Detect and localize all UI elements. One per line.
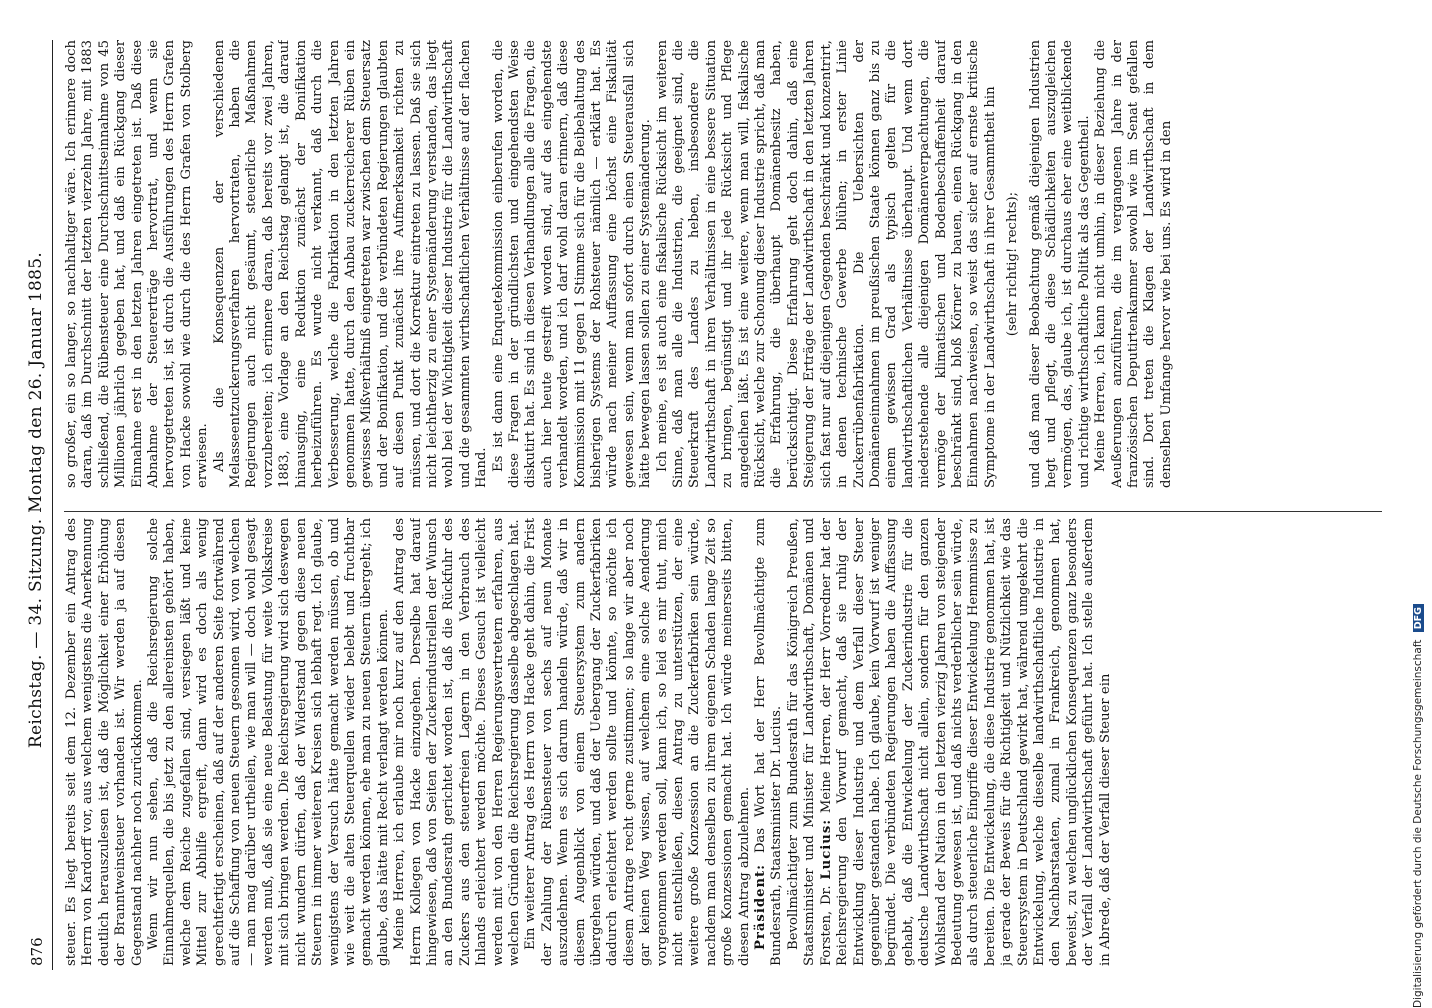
page-number: 876 [28, 937, 46, 966]
right-paragraph-5: und daß man dieser Beobachtung gemäß diejenigen Industrien hegt und pflegt, die diese Schädlichkeiten auszugleichen vermögen, das, glaube ich, ist durchaus eher eine weitblickende und richtige wirthschaftliche Politik als das Gegentheil. [1027, 40, 1092, 488]
speaker-lucius: Lucius: [818, 818, 834, 880]
speaker-president: Präsident: [753, 863, 769, 950]
header-rule [52, 40, 53, 970]
dfg-logo: DFG [1413, 604, 1424, 632]
credit-text: Digitalisierung gefördert durch die Deutsche Forschungsgemeinschaft [1412, 639, 1424, 1008]
interjection: (sehr richtig! rechts); [1005, 191, 1021, 337]
column-divider [64, 511, 1382, 512]
right-paragraph-1: so großer, ein so langer, so nachhaltiger wäre. Ich erinnere doch daran, daß im Durchschnitt der letzten vierzehn Jahre, mit 1883 schließend, die Rübensteuer eine Durchschnittseinnahme von 45 Millionen jährlich gegeben hat, und daß ein Rückgang dieser Einnahme erst in den letzten Jahren eingetreten ist. Daß diese Abnahme der Steuererträge hervortrat, und wenn sie hervorgetreten ist, ist durch die Ausführungen des Herrn Grafen von Hacke sowohl wie durch die des Herrn Grafen von Stolberg erwiesen. [64, 40, 211, 488]
right-paragraph-2: Als die Konsequenzen der verschiedenen Melasseentzuckerungsverfahren hervortraten, haben die Regierungen auch nicht gesäumt, steuerliche Maßnahmen vorzubereiten; ich erinnere daran, daß bereits vor zwei Jahren, 1883, eine Vorlage an den Reichstag gelangt ist, die darauf hinausging, eine Reduktion zunächst der Bonifikation herbeizuführen. Es wurde nicht verkannt, daß durch die Verbesserung, welche die Fabrikation in den letzten Jahren genommen hatte, durch den Anbau zuckerreicherer Rüben ein gewisses Mißverhältniß eingetreten war zwischen dem Steuersatz und der Bonifikation, und die verbündeten Regierungen glaubten auf diesen Punkt zunächst ihre Aufmerksamkeit richten zu müssen, und dort die Korrektur eintreten zu lassen. Daß sie sich nicht leichtherzig zu einer Systemänderung verstanden, das liegt wohl bei der Wichtigkeit dieser Industrie für die Landwirthschaft und die gesammten wirthschaftlichen Verhältnisse auf der flachen Hand. [211, 40, 490, 488]
lucius-text: Meine Herren, der Herr Vorredner hat der Reichsregierung den Vorwurf gemacht, daß sie ruhig der Entwicklung dieser Industrie und dem Verfall dieser Steuer gegenüber gestanden habe. Ich glaube, kein Vorwurf ist weniger begründet. Die verbündeten Regierungen haben die Auffassung gehabt, daß die Entwickelung der Zuckerindustrie für die deutsche Landwirthschaft nicht allein, sondern für den ganzen Wohlstand der Nation in den letzten vierzig Jahren von steigender Bedeutung gewesen ist, und daß nichts verderblicher sein würde, als durch steuerliche Eingriffe dieser Entwickelung Hemmnisse zu bereiten. Die Entwickelung, die diese Industrie genommen hat, ist ja gerade der Beweis für die Richtigkeit und Nützlichkeit wie das Steuersystem in Deutschland gewirkt hat, während umgekehrt die Entwickelung, welche dieselbe landwirthschaftliche Industrie in den Nachbarstaaten, zumal in Frankreich, genommen hat, beweist, zu welchen unglücklichen Konsequenzen ganz besonders der Verfall der Landwirthschaft geführt hat. Ich stelle außerdem in Abrede, daß der Verfall dieser Steuer ein [818, 518, 1113, 966]
lucius-intro: Bevollmächtigter zum Bundesrath für das Königreich Preußen, Staatsminister und Minister für Landwirthschaft, Domänen und Forsten, Dr. [785, 518, 834, 966]
right-paragraph-4: Ich meine, es ist auch eine fiskalische Rücksicht im weiteren Sinne, daß man alle die Industrien, die geeignet sind, die Steuerkraft des Landes zu heben, insbesondere die Landwirthschaft in ihren Verhältnissen in eine bessere Situation zu bringen, begünstigt und ihr jede Rücksicht und Pflege angedeihen läßt. Es ist eine weitere, wenn man will, fiskalische Rücksicht, welche zur Schonung dieser Industrie spricht, daß man die Erfahrung, die überhaupt Domänenbesitz haben, berücksichtigt. Diese Erfahrung geht doch dahin, daß eine Steigerung der Erträge der Landwirthschaft in den letzten Jahren sich fast nur auf diejenigen Gegenden beschränkt und konzentrirt, in denen technische Gewerbe blühen; in erster Linie Zuckerrübenfabrikation. Die Uebersichten der Domäneneinnahmen im preußischen Staate können ganz bis zu einem gewissen Grad als typisch gelten für die landwirthschaftlichen Verhältnisse überhaupt. Und wenn dort niederstehende alle diejenigen Domänenverpachtungen, die vermöge der klimatischen und Bodenbeschaffenheit darauf beschränkt sind, bloß Körner zu bauen, einen Rückgang in den Einnahmen nachweisen, so weist das sicher auf ernste kritische Symptome in der Landwirthschaft in ihrer Gesammtheit hin [654, 40, 998, 488]
president-paragraph [753, 518, 786, 966]
right-paragraph-6: Meine Herren, ich kann nicht umhin, in dieser Beziehung die Aeußerungen anzuführen, die im vergangenen Jahre in der französischen Deputirtenkammer sowohl wie im Senat gefallen sind. Dort treten die Klagen der Landwirthschaft in dem denselben Umfange hervor wie bei uns. Es wird in den [1093, 40, 1174, 488]
digitization-credit [1412, 8, 1426, 1008]
left-paragraph-2: Wenn wir nun sehen, daß die Reichsregierung solche Einnahmequellen, die bis jetzt zu den allereinsten gehört haben, welche dem Reiche zugefallen sind, versiegen läßt und keine Mittel zur Abhilfe ergreift, dann wird es doch als wenig gerechtfertigt erscheinen, daß auf der anderen Seite fortwährend auf die Schaffung von neuen Steuern gesonnen wird, von welchen — man mag darüber urtheilen, wie man will — doch wohl gesagt werden muß, daß sie eine neue Belastung für weite Volkskreise mit sich bringen werden. Die Reichsregierung wird sich deswegen nicht wundern dürfen, daß der Widerstand gegen diese neuen Steuern in immer weiteren Kreisen sich lebhaft regt. Ich glaube, wenigstens der Versuch hätte gemacht werden müssen, ob und wie weit die alten Steuerquellen wieder belebt und fruchtbar gemacht werden können, ehe man zu neuen Steuern übergeht; ich glaube, das hätte mit Recht verlangt werden können. [146, 518, 391, 966]
right-column [64, 40, 1382, 488]
president-text: Das Wort hat der Herr Bevollmächtigte zum Bundesrath, Staatsminister Dr. Lucius. [753, 518, 785, 966]
left-paragraph-4: Ein weiterer Antrag des Herrn von Hacke geht dahin, die Frist der Zahlung der Rübensteuer von sechs auf neun Monate auszudehnen. Wenn es sich darum handeln würde, daß wir in diesem Augenblick von einem Steuersystem zum andern übergehen würden, und daß der Uebergang der Zuckerfabriken dadurch erleichtert werden sollte und könnte, so möchte ich diesem Antrage recht gerne zustimmen; so lange wir aber noch gar keinen Weg wissen, auf welchem eine solche Aenderung vorgenommen werden soll, kann ich, so leid es mir thut, mich nicht entschließen, diesen Antrag zu unterstützen, der eine weitere große Konzession an die Zuckerfabriken sein würde, nachdem man denselben zu ihrem eigenen Schaden lange Zeit so große Konzessionen gemacht hat. Ich würde meinerseits bitten, diesen Antrag abzulehnen. [523, 518, 752, 966]
lucius-paragraph [786, 518, 1114, 966]
left-paragraph-1: steuer. Es liegt bereits seit dem 12. Dezember ein Antrag des Herrn von Kardorff vor, aus welchem wenigstens die Anerkennung deutlich herauszulesen ist, daß die Möglichkeit einer Erhöhung der Branntweinsteuer vorhanden ist. Wir werden ja auf diesen Gegenstand nachher noch zurückkommen. [64, 518, 145, 966]
left-paragraph-3: Meine Herren, ich erlaube mir noch kurz auf den Antrag des Herrn Kollegen von Hacke einzugehen. Derselbe hat darauf hingewiesen, daß von Seiten der Zuckerindustriellen der Wunsch an den Bundesrath gerichtet worden ist, daß die Rückfuhr des Zuckers aus den steuerfreien Lagern in den Verbrauch des Inlands erleichtert werden möchte. Dieses Gesuch ist vielleicht werden mit von den Herren Regierungsvertretern erfahren, aus welchen Gründen die Reichsregierung dasselbe abgeschlagen hat. [392, 518, 522, 966]
left-column [64, 518, 1382, 966]
right-paragraph-3: Es ist dann eine Enquetekommission einberufen worden, die diese Fragen in der gründlichsten und eingehendsten Weise diskutirt hat. Es sind in diesen Verhandlungen alle die Fragen, die auch hier heute gestreift worden sind, auf das eingehendste verhandelt worden, und ich darf wohl daran erinnern, daß diese Kommission mit 11 gegen 1 Stimme sich für die Beibehaltung des bisherigen Systems der Rohsteuer nämlich — erklärt hat. Es würde nach meiner Auffassung eine höchst eine Fiskalität gewesen sein, wenn man sofort durch einen Steuerausfall sich hätte bewegen lassen sollen zu einer Systemänderung. [490, 40, 654, 488]
running-head: Reichstag. — 34. Sitzung. Montag den 26. Januar 1885. [26, 251, 46, 749]
